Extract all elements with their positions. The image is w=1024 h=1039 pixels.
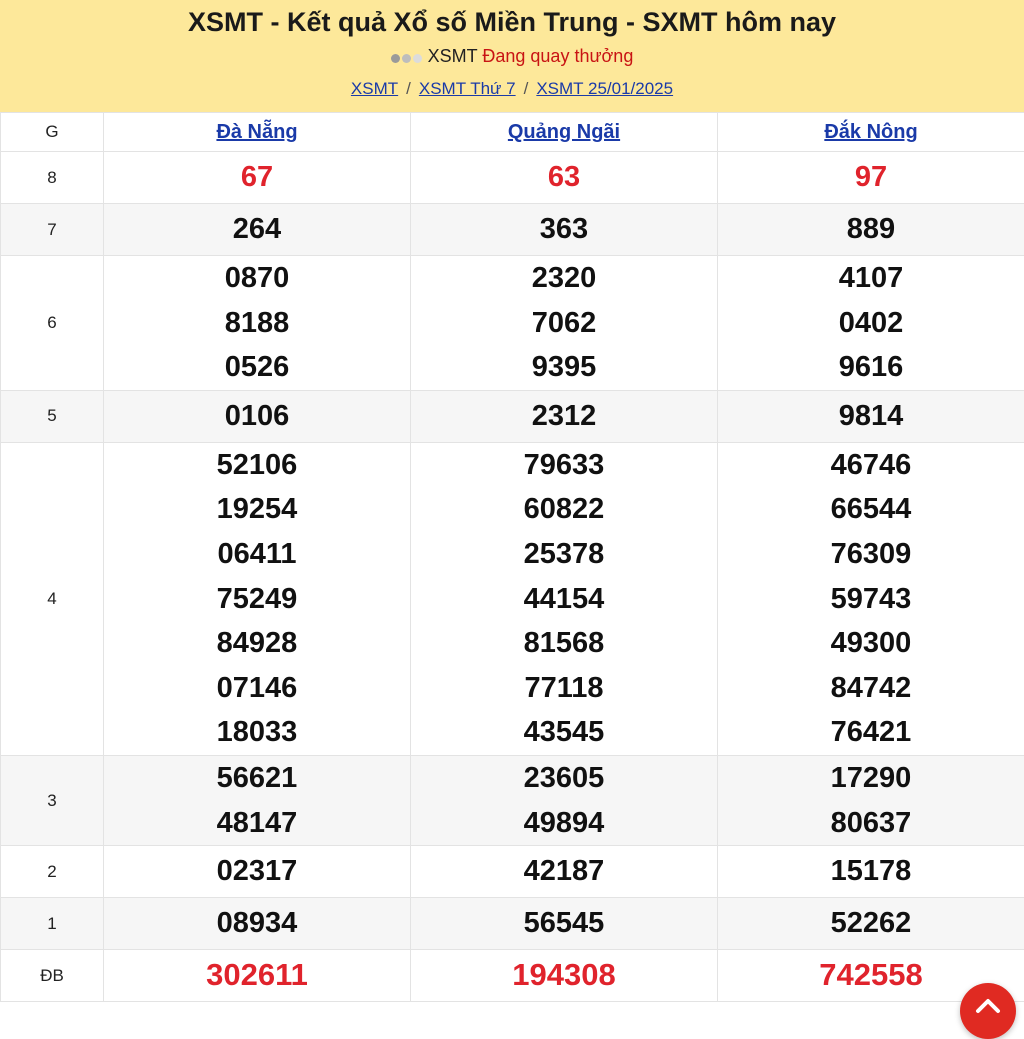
status-live-text: Đang quay thưởng <box>482 46 633 66</box>
prize-number: 76309 <box>718 532 1024 577</box>
results-table <box>0 112 1024 1002</box>
prize-number: 44154 <box>411 577 717 622</box>
prize-number: 63 <box>411 155 717 200</box>
prize-number: 56545 <box>411 901 717 946</box>
prize-level: 3 <box>1 755 104 845</box>
prize-number: 23605 <box>411 756 717 801</box>
prize-number: 9395 <box>411 345 717 390</box>
prize-number: 52106 <box>104 443 410 488</box>
prize-row <box>1 846 1024 898</box>
prize-number: 81568 <box>411 621 717 666</box>
breadcrumb-link-weekday[interactable]: XSMT Thứ 7 <box>419 79 516 98</box>
prize-number: 742558 <box>718 953 1024 998</box>
province-link-quang-ngai[interactable]: Quảng Ngãi <box>508 121 620 143</box>
prize-number: 0526 <box>104 345 410 390</box>
prize-number: 49300 <box>718 621 1024 666</box>
prize-numbers-cell <box>411 256 718 391</box>
prize-numbers-cell <box>718 256 1024 391</box>
prize-numbers-cell <box>411 152 718 204</box>
prize-row <box>1 152 1024 204</box>
prize-numbers-cell <box>104 442 411 755</box>
prize-number: 0106 <box>104 394 410 439</box>
prize-numbers-cell <box>411 846 718 898</box>
prize-number: 56621 <box>104 756 410 801</box>
prize-number: 66544 <box>718 487 1024 532</box>
prize-number: 02317 <box>104 849 410 894</box>
prize-number: 15178 <box>718 849 1024 894</box>
prize-level: 1 <box>1 898 104 950</box>
prize-level: 7 <box>1 204 104 256</box>
prize-number: 59743 <box>718 577 1024 622</box>
loading-dots-icon <box>391 45 424 69</box>
prize-numbers-cell <box>411 950 718 1002</box>
prize-numbers-cell <box>718 898 1024 950</box>
prize-number: 49894 <box>411 801 717 846</box>
page-title: XSMT - Kết quả Xổ số Miền Trung - SXMT hôm nay <box>0 4 1024 40</box>
prize-number: 42187 <box>411 849 717 894</box>
prize-number: 363 <box>411 207 717 252</box>
prize-number: 9616 <box>718 345 1024 390</box>
prize-level: 8 <box>1 152 104 204</box>
prize-number: 17290 <box>718 756 1024 801</box>
prize-numbers-cell <box>411 390 718 442</box>
page-header <box>0 0 1024 112</box>
prize-number: 79633 <box>411 443 717 488</box>
prize-number: 84742 <box>718 666 1024 711</box>
prize-row <box>1 256 1024 391</box>
prize-numbers-cell <box>104 204 411 256</box>
prize-number: 48147 <box>104 801 410 846</box>
prize-level: 5 <box>1 390 104 442</box>
prize-row <box>1 390 1024 442</box>
prize-number: 0870 <box>104 256 410 301</box>
status-label: XSMT <box>428 46 478 66</box>
chevron-up-icon <box>974 995 1002 1015</box>
prize-number: 84928 <box>104 621 410 666</box>
prize-numbers-cell <box>411 755 718 845</box>
prize-number: 9814 <box>718 394 1024 439</box>
prize-number: 194308 <box>411 953 717 998</box>
breadcrumb-link-xsmt[interactable]: XSMT <box>351 79 398 98</box>
prize-number: 264 <box>104 207 410 252</box>
prize-number: 25378 <box>411 532 717 577</box>
prize-number: 18033 <box>104 710 410 755</box>
prize-numbers-cell <box>411 898 718 950</box>
scroll-top-button[interactable] <box>960 983 1016 1039</box>
prize-numbers-cell <box>718 390 1024 442</box>
prize-numbers-cell <box>718 846 1024 898</box>
prize-number: 76421 <box>718 710 1024 755</box>
prize-numbers-cell <box>411 204 718 256</box>
prize-number: 67 <box>104 155 410 200</box>
prize-number: 7062 <box>411 301 717 346</box>
prize-level: 2 <box>1 846 104 898</box>
prize-number: 2320 <box>411 256 717 301</box>
breadcrumb-separator: / <box>524 79 529 98</box>
breadcrumb-link-date[interactable]: XSMT 25/01/2025 <box>536 79 673 98</box>
prize-numbers-cell <box>104 152 411 204</box>
province-link-dak-nong[interactable]: Đắk Nông <box>824 121 917 143</box>
prize-row <box>1 950 1024 1002</box>
prize-number: 60822 <box>411 487 717 532</box>
province-link-da-nang[interactable]: Đà Nẵng <box>216 121 297 143</box>
prize-number: 43545 <box>411 710 717 755</box>
prize-row <box>1 755 1024 845</box>
prize-numbers-cell <box>411 442 718 755</box>
prize-number: 8188 <box>104 301 410 346</box>
prize-number: 2312 <box>411 394 717 439</box>
prize-number: 19254 <box>104 487 410 532</box>
prize-number: 46746 <box>718 443 1024 488</box>
prize-number: 97 <box>718 155 1024 200</box>
prize-level: ĐB <box>1 950 104 1002</box>
prize-row <box>1 898 1024 950</box>
prize-row <box>1 204 1024 256</box>
prize-numbers-cell <box>104 755 411 845</box>
prize-level: 6 <box>1 256 104 391</box>
prize-numbers-cell <box>104 846 411 898</box>
prize-number: 07146 <box>104 666 410 711</box>
prize-numbers-cell <box>104 950 411 1002</box>
prize-number: 06411 <box>104 532 410 577</box>
live-status <box>0 44 1024 69</box>
prize-number: 77118 <box>411 666 717 711</box>
prize-number: 75249 <box>104 577 410 622</box>
prize-number: 52262 <box>718 901 1024 946</box>
breadcrumb-separator: / <box>406 79 411 98</box>
prize-column-header: G <box>1 113 104 152</box>
prize-numbers-cell <box>718 755 1024 845</box>
prize-row <box>1 442 1024 755</box>
prize-numbers-cell <box>104 256 411 391</box>
prize-number: 889 <box>718 207 1024 252</box>
prize-numbers-cell <box>104 898 411 950</box>
prize-numbers-cell <box>104 390 411 442</box>
prize-level: 4 <box>1 442 104 755</box>
prize-numbers-cell <box>718 152 1024 204</box>
prize-numbers-cell <box>718 442 1024 755</box>
prize-number: 08934 <box>104 901 410 946</box>
prize-number: 302611 <box>104 953 410 998</box>
province-header <box>104 113 411 152</box>
prize-number: 80637 <box>718 801 1024 846</box>
province-header <box>411 113 718 152</box>
province-header <box>718 113 1024 152</box>
prize-numbers-cell <box>718 204 1024 256</box>
prize-number: 0402 <box>718 301 1024 346</box>
prize-number: 4107 <box>718 256 1024 301</box>
breadcrumb <box>0 78 1024 100</box>
